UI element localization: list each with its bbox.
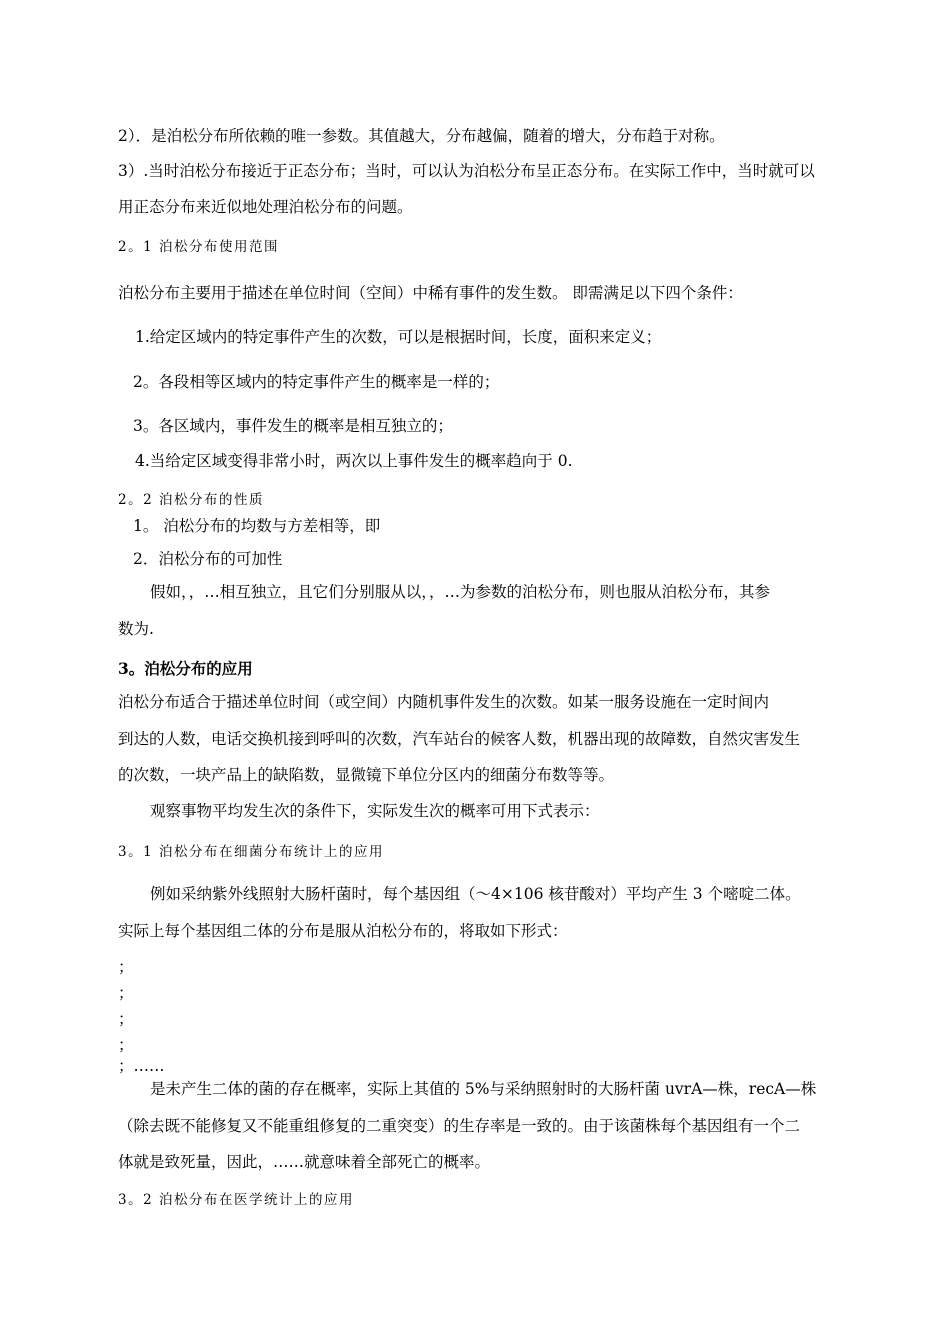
formula-line-3: ； — [118, 1010, 134, 1028]
condition-2: 2。各段相等区域内的特定事件产生的概率是一样的； — [133, 373, 500, 391]
application-paragraph-3: 的次数，一块产品上的缺陷数，显微镜下单位分区内的细菌分布数等等。 — [118, 766, 615, 784]
condition-3: 3。各区域内，事件发生的概率是相互独立的； — [133, 417, 453, 435]
survival-paragraph-1: 是未产生二体的菌的存在概率，实际上其值的 5%与采纳照射时的大肠杆菌 uvrA—株，recA—株 — [150, 1080, 817, 1098]
additivity-paragraph: 假如，，…相互独立，且它们分别服从以，，…为参数的泊松分布，则也服从泊松分布，其参 — [150, 583, 771, 601]
section-3-heading: 3。泊松分布的应用 — [118, 659, 253, 678]
section-2-2-heading: 2。2 泊松分布的性质 — [118, 492, 264, 508]
application-paragraph-1: 泊松分布适合于描述单位时间（或空间）内随机事件发生的次数。如某一服务设施在一定时间内 — [118, 693, 770, 711]
application-paragraph-2: 到达的人数，电话交换机接到呼叫的次数，汽车站台的候客人数，机器出现的故障数，自然灾害发生 — [118, 730, 801, 748]
formula-intro: 观察事物平均发生次的条件下，实际发生次的概率可用下式表示： — [150, 802, 600, 820]
paragraph-scope: 泊松分布主要用于描述在单位时间（空间）中稀有事件的发生数。 即需满足以下四个条件： — [118, 284, 743, 302]
survival-paragraph-3: 体就是致死量，因此，……就意味着全部死亡的概率。 — [118, 1153, 491, 1171]
section-3-2-heading: 3。2 泊松分布在医学统计上的应用 — [118, 1192, 354, 1208]
additivity-paragraph-cont: 数为. — [118, 620, 154, 638]
property-3-text: 3）.当时泊松分布接近于正态分布；当时，可以认为泊松分布呈正态分布。在实际工作中，当时就可以 — [118, 162, 815, 180]
section-3-1-heading: 3。1 泊松分布在细菌分布统计上的应用 — [118, 844, 384, 860]
formula-line-2: ； — [118, 984, 134, 1002]
nature-2: 2．泊松分布的可加性 — [133, 550, 283, 568]
condition-4: 4.当给定区域变得非常小时，两次以上事件发生的概率趋向于 0. — [135, 452, 573, 470]
bacteria-paragraph-2: 实际上每个基因组二体的分布是服从泊松分布的，将取如下形式： — [118, 922, 568, 940]
condition-1: 1.给定区域内的特定事件产生的次数，可以是根据时间，长度，面积来定义； — [135, 328, 662, 346]
formula-line-4: ； — [118, 1036, 134, 1054]
section-2-1-heading: 2。1 泊松分布使用范围 — [118, 239, 279, 255]
bacteria-paragraph-1: 例如采纳紫外线照射大肠杆菌时，每个基因组（～4×106 核苷酸对）平均产生 3 个嘧啶二体。 — [150, 885, 801, 903]
property-3-text-cont: 用正态分布来近似地处理泊松分布的问题。 — [118, 198, 413, 216]
nature-1: 1。 泊松分布的均数与方差相等，即 — [133, 517, 381, 535]
formula-line-1: ； — [118, 958, 134, 976]
formula-line-5: ；…… — [118, 1057, 165, 1075]
survival-paragraph-2: （除去既不能修复又不能重组修复的二重突变）的生存率是一致的。由于该菌株每个基因组有一个二 — [118, 1117, 801, 1135]
property-2-text: 2）．是泊松分布所依赖的唯一参数。其值越大，分布越偏，随着的增大，分布趋于对称。 — [118, 127, 725, 145]
